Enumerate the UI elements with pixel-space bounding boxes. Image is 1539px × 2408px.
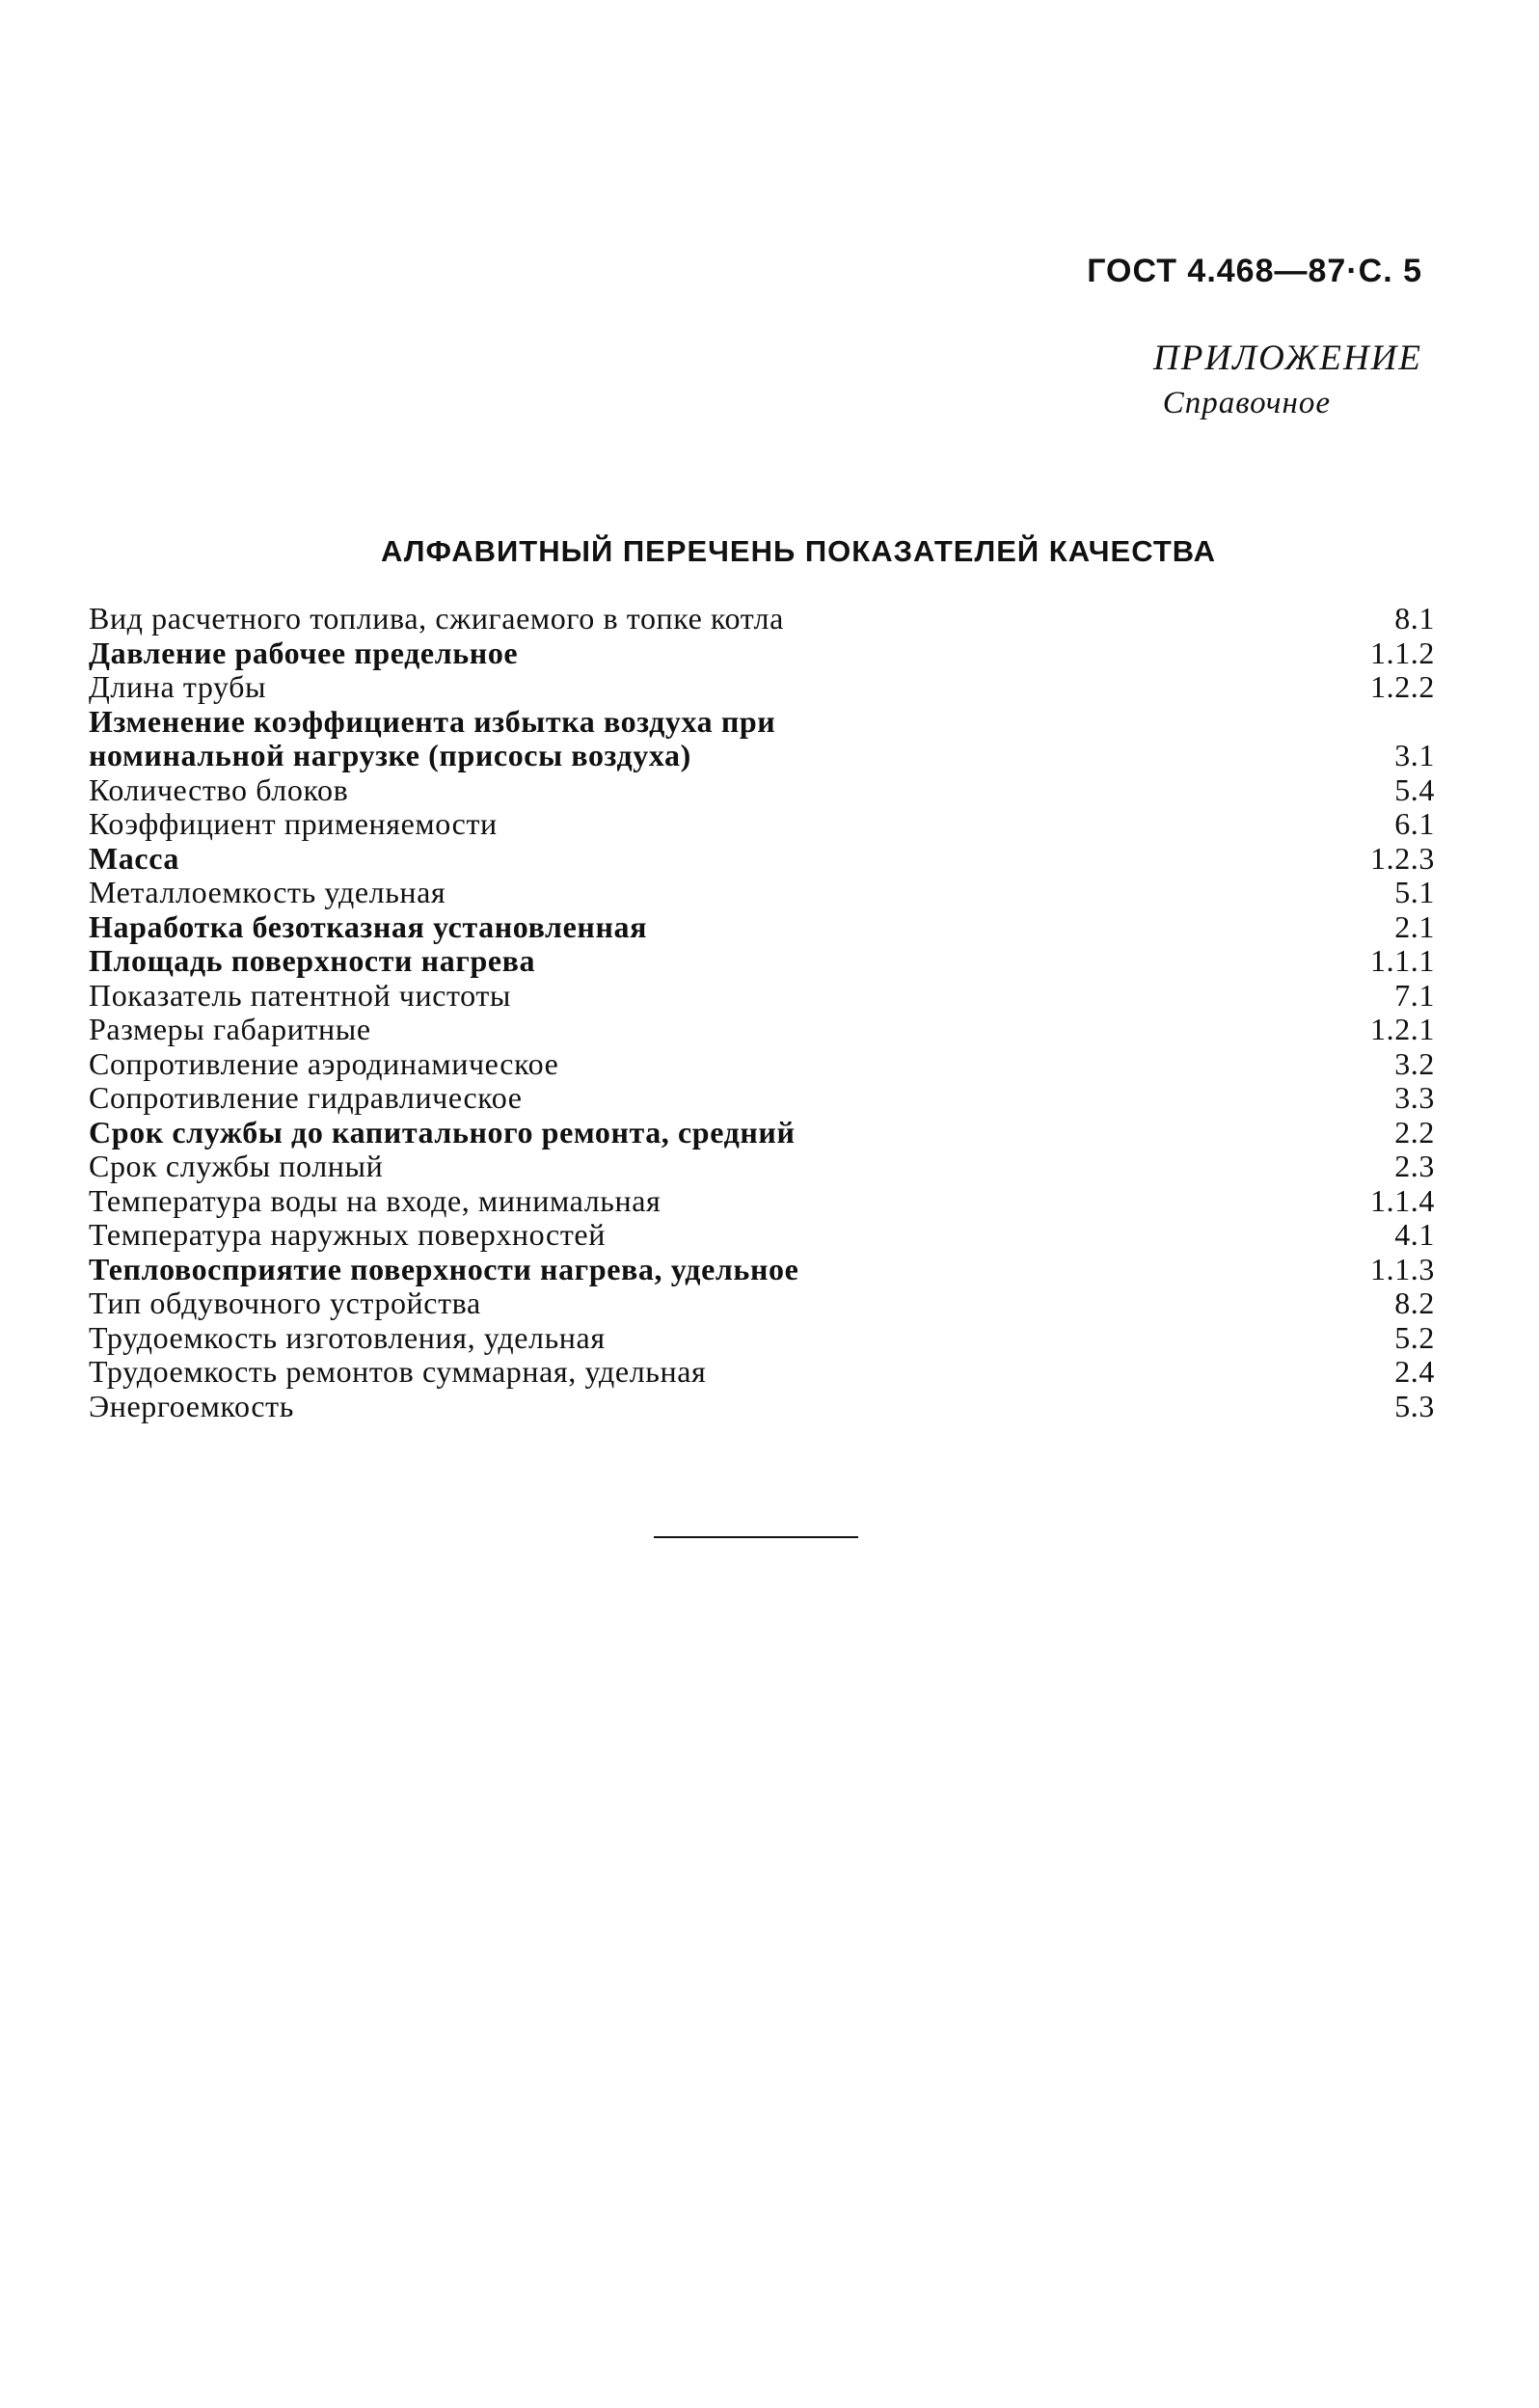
item-text: Тип обдувочного устройства — [89, 1285, 481, 1320]
item-text: Срок службы до капитального ремонта, средний — [89, 1114, 796, 1150]
page-header-doc-ref: ГОСТ 4.468—87·С. 5 — [1087, 253, 1422, 289]
item-ref: 1.2.1 — [1370, 1012, 1435, 1046]
item-ref: 1.2.3 — [1370, 840, 1435, 876]
item-text: Срок службы полный — [89, 1149, 384, 1183]
item-text: Количество блоков — [89, 771, 349, 807]
list-item — [89, 842, 1435, 877]
item-ref: 2.2 — [1394, 1114, 1435, 1150]
item-text: Сопротивление аэродинамическое — [89, 1045, 559, 1081]
item-ref: 1.1.4 — [1370, 1182, 1435, 1218]
item-ref: 1.1.2 — [1370, 635, 1435, 670]
list-item — [89, 1253, 1435, 1287]
list-item — [89, 1390, 1435, 1424]
item-text: Температура наружных поверхностей — [89, 1217, 606, 1252]
item-ref: 2.3 — [1394, 1149, 1435, 1183]
appendix-subtitle: Справочное — [1162, 386, 1331, 420]
item-text: Показатель патентной чистоты — [89, 977, 512, 1013]
item-ref: 5.1 — [1394, 875, 1435, 909]
end-divider — [654, 1536, 858, 1538]
item-text: Размеры габаритные — [89, 1012, 371, 1046]
list-item — [89, 1013, 1435, 1047]
list-item — [89, 910, 1435, 945]
list-item — [89, 1047, 1435, 1082]
item-text: Наработка безотказная установленная — [89, 908, 647, 944]
item-ref: 5.4 — [1394, 771, 1435, 807]
item-ref: 1.1.3 — [1370, 1251, 1435, 1286]
item-ref: 7.1 — [1394, 977, 1435, 1013]
list-item — [89, 670, 1435, 705]
list-item — [89, 1116, 1435, 1150]
list-item — [89, 979, 1435, 1014]
item-ref: 5.2 — [1394, 1319, 1435, 1355]
item-ref: 2.4 — [1394, 1354, 1435, 1389]
item-ref: 3.1 — [1394, 738, 1435, 772]
list-item — [89, 1355, 1435, 1390]
item-text: Сопротивление гидравлическое — [89, 1080, 523, 1115]
item-text: Изменение коэффициента избытка воздуха при номинальной нагрузке (присосы воздуха) — [89, 703, 776, 772]
item-text: Металлоемкость удельная — [89, 875, 446, 909]
list-title: АЛФАВИТНЫЙ ПЕРЕЧЕНЬ ПОКАЗАТЕЛЕЙ КАЧЕСТВА — [381, 534, 1216, 568]
item-ref: 6.1 — [1394, 806, 1435, 841]
appendix-title: ПРИЛОЖЕНИЕ — [1153, 338, 1422, 378]
item-text: Масса — [89, 840, 179, 876]
item-ref: 3.3 — [1394, 1080, 1435, 1115]
list-item — [89, 773, 1435, 808]
item-text: Длина трубы — [89, 669, 267, 704]
item-ref: 1.1.1 — [1370, 943, 1435, 978]
item-text: Коэффициент применяемости — [89, 806, 498, 841]
item-ref: 3.2 — [1394, 1045, 1435, 1081]
item-text: Тепловосприятие поверхности нагрева, удельное — [89, 1251, 799, 1286]
list-item — [89, 807, 1435, 842]
list-item — [89, 1321, 1435, 1356]
item-ref: 2.1 — [1394, 908, 1435, 944]
item-ref: 8.2 — [1394, 1285, 1435, 1320]
item-text: Давление рабочее предельное — [89, 635, 519, 670]
item-text: Вид расчетного топлива, сжигаемого в топке котла — [89, 601, 784, 636]
item-text: Энергоемкость — [89, 1388, 294, 1423]
quality-index-list — [89, 602, 1435, 1423]
item-ref: 5.3 — [1394, 1388, 1435, 1423]
item-ref: 4.1 — [1394, 1217, 1435, 1252]
list-item — [89, 944, 1435, 979]
list-item — [89, 602, 1435, 636]
list-item — [89, 1218, 1435, 1253]
item-text: Трудоемкость изготовления, удельная — [89, 1319, 606, 1355]
list-item — [89, 1286, 1435, 1321]
item-ref: 1.2.2 — [1370, 669, 1435, 704]
list-item — [89, 1081, 1435, 1116]
item-text: Температура воды на входе, минимальная — [89, 1182, 662, 1218]
item-ref: 8.1 — [1394, 601, 1435, 636]
list-item — [89, 876, 1435, 910]
item-text: Трудоемкость ремонтов суммарная, удельная — [89, 1354, 707, 1389]
list-item — [89, 705, 1435, 773]
item-text: Площадь поверхности нагрева — [89, 943, 536, 978]
list-item — [89, 1184, 1435, 1219]
list-item — [89, 1150, 1435, 1184]
list-item — [89, 636, 1435, 671]
